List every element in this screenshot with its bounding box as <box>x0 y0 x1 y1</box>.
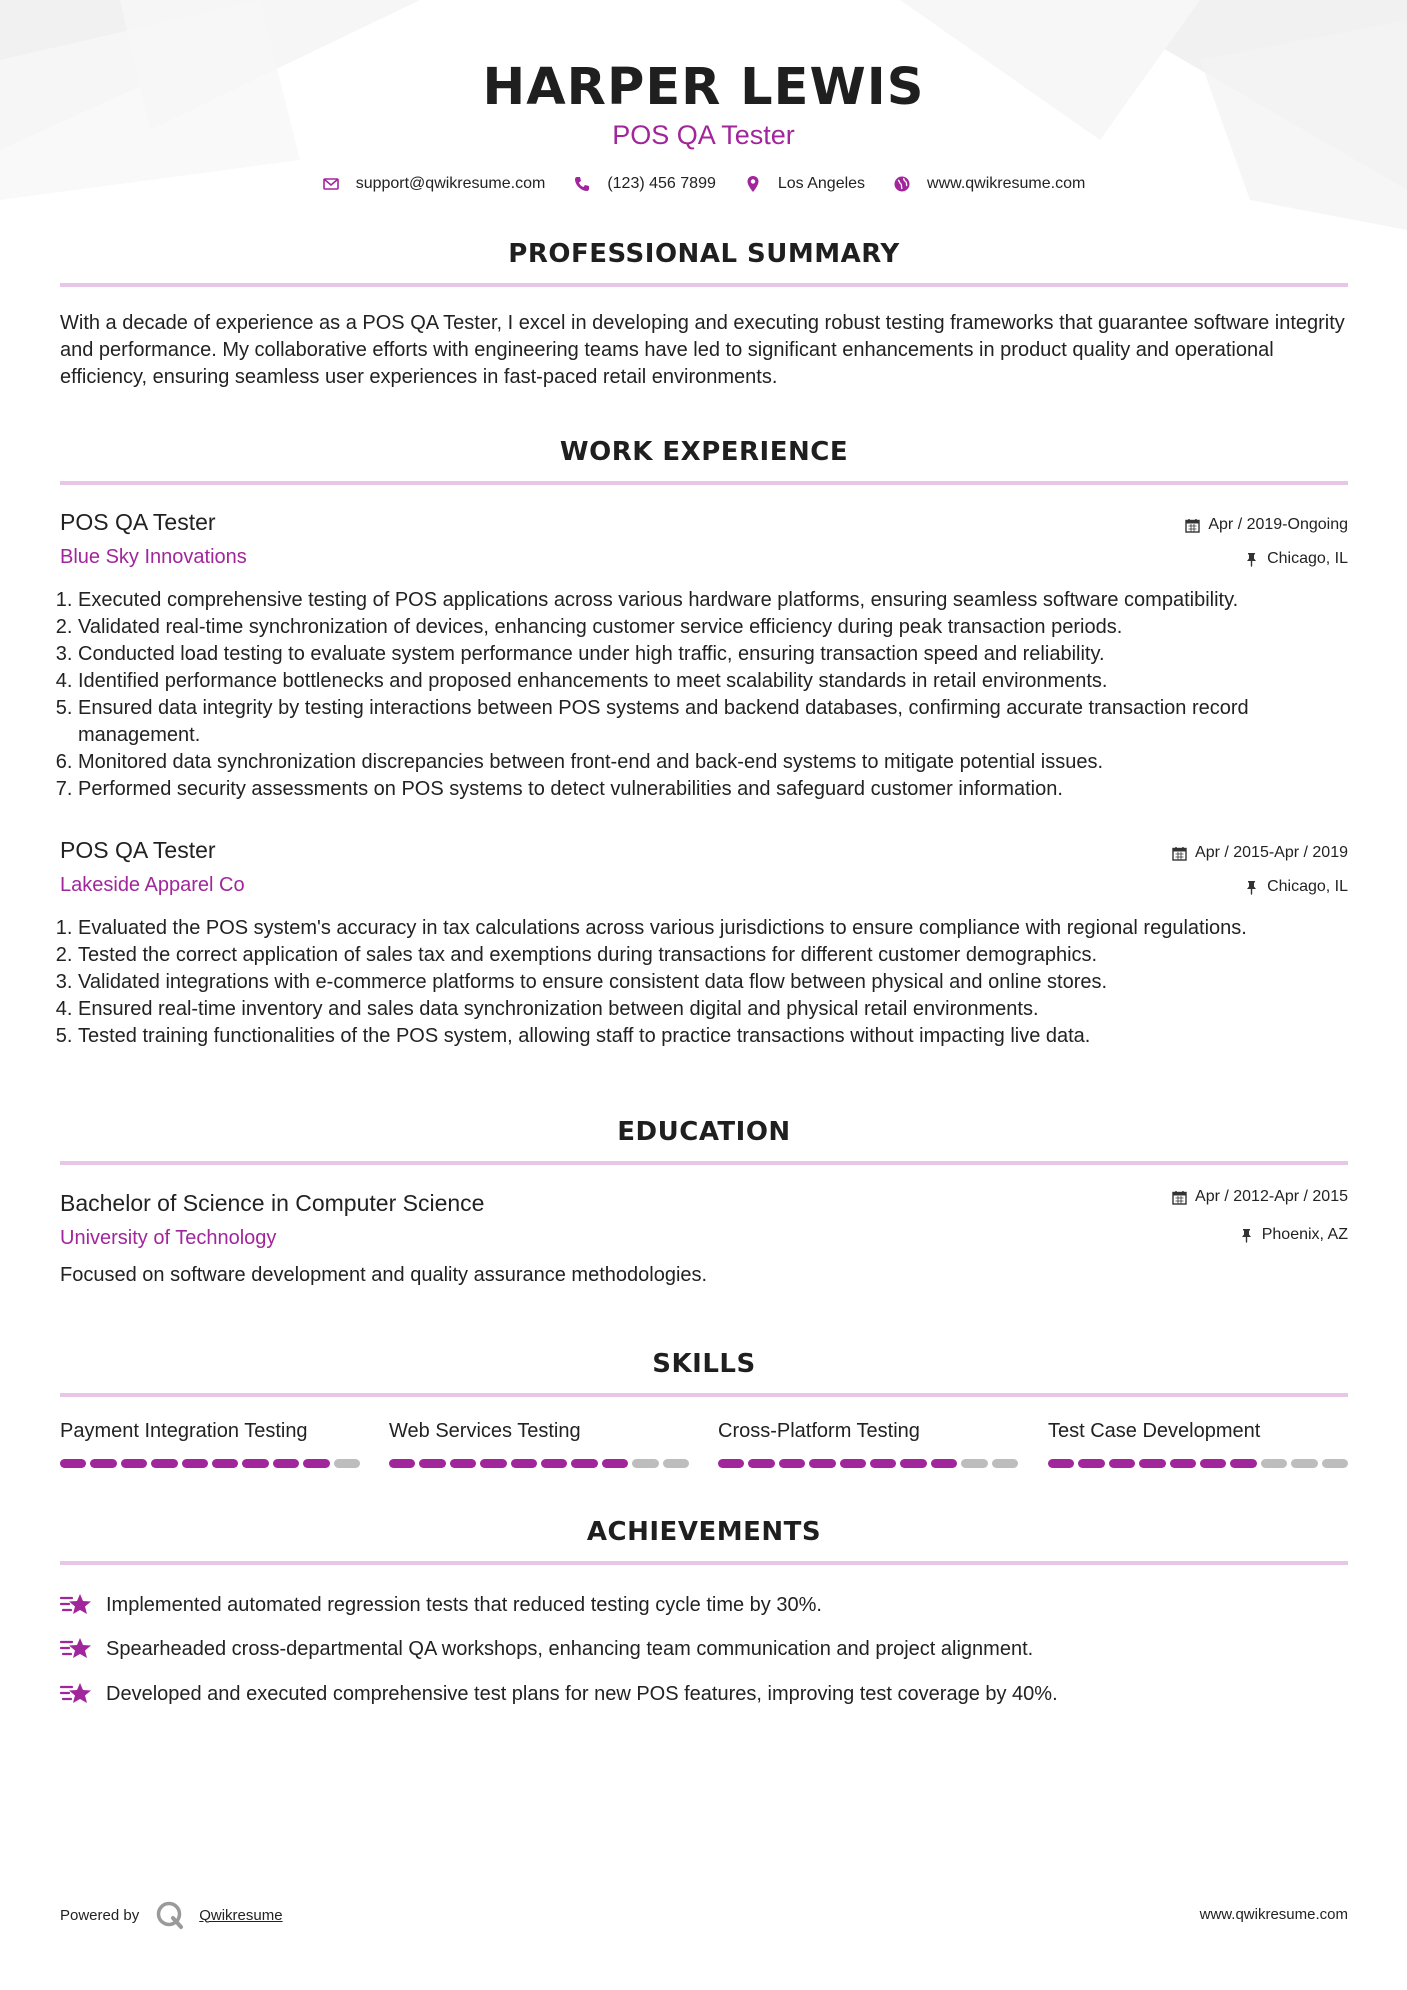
skill-level-segment-filled <box>212 1459 238 1468</box>
achievements-heading: ACHIEVEMENTS <box>586 1517 822 1547</box>
candidate-role: POS QA Tester <box>612 120 795 150</box>
experience-divider <box>60 481 1348 485</box>
summary-text: With a decade of experience as a POS QA Tester, I excel in developing and executing robust testing frameworks that guarantee software integrity and performance. My collaborative efforts with engineering teams have led to significant enhancements in product quality and operational efficiency, ensuring seamless user experiences in fast-paced retail environments. <box>60 312 1345 388</box>
education-description: Focused on software development and quality assurance methodologies. <box>60 1264 708 1286</box>
job-company: Lakeside Apparel Co <box>60 874 245 896</box>
skill-level-segment-filled <box>480 1459 506 1468</box>
job-dates-text: Apr / 2019-Ongoing <box>1208 516 1348 533</box>
phone-icon <box>573 175 591 193</box>
job-location-text: Chicago, IL <box>1267 550 1348 567</box>
list-item: 2. Tested the correct application of sales tax and exemptions during transactions for different customer demographics. <box>78 942 1366 969</box>
skill-level-segment-filled <box>242 1459 268 1468</box>
shooting-star-icon <box>60 1590 94 1620</box>
skill-level-segment-empty <box>1261 1459 1287 1468</box>
contact-email[interactable] <box>322 175 546 193</box>
job-title: POS QA Tester <box>60 837 216 863</box>
skill-level-segment-empty <box>663 1459 689 1468</box>
skill-level-segment-filled <box>840 1459 866 1468</box>
skill-level-segment-filled <box>1139 1459 1165 1468</box>
summary-heading: PROFESSIONAL SUMMARY <box>508 239 900 269</box>
skill-level-segment-filled <box>389 1459 415 1468</box>
pushpin-icon <box>1244 552 1259 567</box>
pushpin-icon <box>1239 1228 1254 1243</box>
map-pin-icon <box>744 175 762 193</box>
calendar-icon <box>1172 846 1187 861</box>
skill-level-segment-empty <box>1291 1459 1317 1468</box>
skill-level-segment-filled <box>748 1459 774 1468</box>
achievement-text: Spearheaded cross-departmental QA workshops, enhancing team communication and project alignment. <box>106 1637 1034 1660</box>
list-item: 3. Validated integrations with e-commerce platforms to ensure consistent data flow between physical and online stores. <box>78 969 1366 996</box>
shooting-star-icon <box>60 1679 94 1709</box>
calendar-icon <box>1185 518 1200 533</box>
footer-branding <box>60 1900 283 1930</box>
skill-name: Test Case Development <box>1048 1420 1261 1442</box>
list-item: 6. Monitored data synchronization discrepancies between front-end and back-end systems to mitigate potential issues. <box>78 749 1366 776</box>
skill-level-segment-filled <box>541 1459 567 1468</box>
list-item: 1. Evaluated the POS system's accuracy in tax calculations across various jurisdictions to ensure compliance with regional regulations. <box>78 915 1366 942</box>
skill-level-segment-filled <box>182 1459 208 1468</box>
skill-item <box>389 1420 689 1468</box>
education-location <box>1239 1226 1348 1244</box>
experience-heading: WORK EXPERIENCE <box>559 437 849 467</box>
job-dates <box>1185 516 1348 534</box>
qwikresume-logo-icon <box>155 1900 185 1930</box>
list-item: 7. Performed security assessments on POS systems to detect vulnerabilities and safeguard customer information. <box>78 776 1366 803</box>
skill-level-bar <box>389 1459 689 1468</box>
job-location-text: Chicago, IL <box>1267 878 1348 895</box>
job-company: Blue Sky Innovations <box>60 546 247 568</box>
skill-level-segment-filled <box>511 1459 537 1468</box>
qwikresume-link[interactable]: Qwikresume <box>199 1906 283 1924</box>
skill-item <box>60 1420 360 1468</box>
list-item: 5. Ensured data integrity by testing interactions between POS systems and backend databases, confirming accurate transaction record management. <box>78 695 1366 749</box>
skill-level-segment-filled <box>419 1459 445 1468</box>
skill-item <box>718 1420 1018 1468</box>
skill-level-segment-filled <box>809 1459 835 1468</box>
skill-level-segment-empty <box>1322 1459 1348 1468</box>
skill-level-segment-filled <box>602 1459 628 1468</box>
achievements-divider <box>60 1561 1348 1565</box>
contact-bar <box>0 175 1407 193</box>
achievement-text: Implemented automated regression tests that reduced testing cycle time by 30%. <box>106 1593 822 1616</box>
contact-website-text: www.qwikresume.com <box>927 175 1086 192</box>
pushpin-icon <box>1244 880 1259 895</box>
skill-level-segment-empty <box>632 1459 658 1468</box>
job-responsibilities <box>60 915 1366 1050</box>
skill-level-segment-filled <box>273 1459 299 1468</box>
job-location <box>1244 878 1348 896</box>
summary-divider <box>60 283 1348 287</box>
skill-level-segment-filled <box>1078 1459 1104 1468</box>
education-divider <box>60 1161 1348 1165</box>
skill-level-segment-filled <box>931 1459 957 1468</box>
skill-level-segment-filled <box>1109 1459 1135 1468</box>
job-dates-text: Apr / 2015-Apr / 2019 <box>1195 844 1348 861</box>
achievement-item <box>60 1590 1348 1620</box>
skill-level-bar <box>60 1459 360 1468</box>
skill-level-segment-filled <box>870 1459 896 1468</box>
contact-location <box>744 175 865 193</box>
skill-level-segment-filled <box>1170 1459 1196 1468</box>
education-school: University of Technology <box>60 1227 277 1249</box>
skill-level-segment-filled <box>900 1459 926 1468</box>
list-item: 4. Ensured real-time inventory and sales data synchronization between digital and physical retail environments. <box>78 996 1366 1023</box>
footer-website-link[interactable]: www.qwikresume.com <box>1199 1906 1348 1923</box>
education-dates <box>1172 1188 1348 1206</box>
contact-website[interactable] <box>893 175 1085 193</box>
contact-phone-text: (123) 456 7899 <box>607 175 716 192</box>
calendar-icon <box>1172 1190 1187 1205</box>
skill-level-segment-filled <box>151 1459 177 1468</box>
education-heading: EDUCATION <box>617 1117 791 1147</box>
skill-level-segment-filled <box>571 1459 597 1468</box>
list-item: 4. Identified performance bottlenecks and proposed enhancements to meet scalability standards in retail environments. <box>78 668 1366 695</box>
skill-level-segment-filled <box>779 1459 805 1468</box>
skill-item <box>1048 1420 1348 1468</box>
education-dates-text: Apr / 2012-Apr / 2015 <box>1195 1188 1348 1205</box>
education-degree: Bachelor of Science in Computer Science <box>60 1190 485 1216</box>
envelope-icon <box>322 175 340 193</box>
skill-level-segment-filled <box>1230 1459 1256 1468</box>
achievement-text: Developed and executed comprehensive test plans for new POS features, improving test coverage by 40%. <box>106 1682 1058 1705</box>
skill-level-segment-filled <box>450 1459 476 1468</box>
contact-location-text: Los Angeles <box>777 175 866 192</box>
skill-level-segment-filled <box>1048 1459 1074 1468</box>
contact-email-text: support@qwikresume.com <box>355 175 546 192</box>
achievement-item <box>60 1679 1348 1709</box>
job-location <box>1244 550 1348 568</box>
education-location-text: Phoenix, AZ <box>1261 1226 1348 1243</box>
skill-name: Web Services Testing <box>389 1420 581 1442</box>
skill-level-segment-filled <box>60 1459 86 1468</box>
achievement-item <box>60 1634 1348 1664</box>
skill-level-segment-filled <box>121 1459 147 1468</box>
skill-level-segment-empty <box>961 1459 987 1468</box>
job-responsibilities <box>60 587 1366 803</box>
list-item: 5. Tested training functionalities of the POS system, allowing staff to practice transactions without impacting live data. <box>78 1023 1366 1050</box>
list-item: 2. Validated real-time synchronization of devices, enhancing customer service efficiency during peak transaction periods. <box>78 614 1366 641</box>
skill-level-segment-filled <box>303 1459 329 1468</box>
candidate-name: HARPER LEWIS <box>482 58 925 117</box>
skill-level-segment-filled <box>718 1459 744 1468</box>
skill-name: Payment Integration Testing <box>60 1420 308 1442</box>
skill-level-segment-empty <box>334 1459 360 1468</box>
skill-level-bar <box>718 1459 1018 1468</box>
skill-level-segment-filled <box>90 1459 116 1468</box>
globe-icon <box>893 175 911 193</box>
shooting-star-icon <box>60 1634 94 1664</box>
skill-level-segment-filled <box>1200 1459 1226 1468</box>
contact-phone[interactable] <box>573 175 716 193</box>
job-dates <box>1172 844 1348 862</box>
powered-by-label: Powered by <box>60 1906 140 1924</box>
list-item: 3. Conducted load testing to evaluate system performance under high traffic, ensuring transaction speed and reliability. <box>78 641 1366 668</box>
job-title: POS QA Tester <box>60 509 216 535</box>
skill-level-bar <box>1048 1459 1348 1468</box>
list-item: 1. Executed comprehensive testing of POS applications across various hardware platforms, ensuring seamless software compatibility. <box>78 587 1366 614</box>
skill-level-segment-empty <box>992 1459 1018 1468</box>
skills-divider <box>60 1393 1348 1397</box>
skill-name: Cross-Platform Testing <box>718 1420 920 1442</box>
skills-heading: SKILLS <box>652 1349 756 1379</box>
